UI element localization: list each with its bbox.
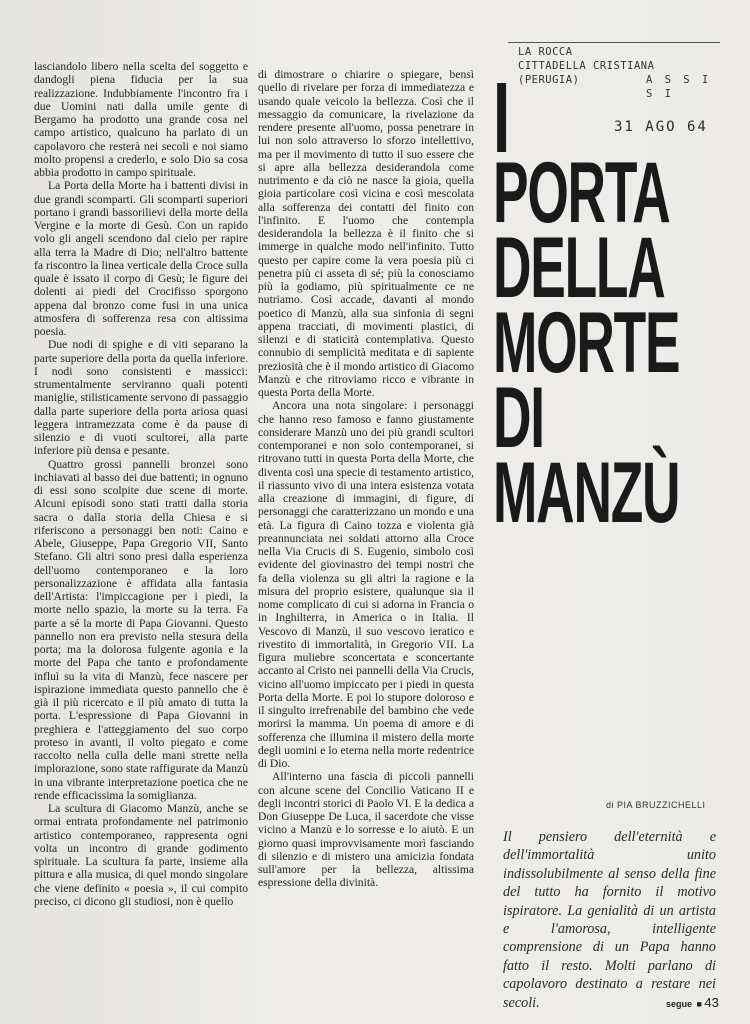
stamp-rule	[508, 42, 720, 43]
paragraph: di dimostrare o chiarire o spiegare, bensì quello di rivelare per forza di immediatezza e usando quale veicolo la bellezza. Così che il messaggio da comunicare, la rivelazione da rendere presente all'uomo, possa penetrare in lui non solo attraverso lo sforzo intellettivo, ma per il movimento di tutto il suo essere che si apre alla bellezza desiderandola come nutrimento e da ciò ne nasce la gioia, quella gioia particolare così vicina e così mescolata alla sofferenza dei contatti del finito con l'infinito. E l'uomo che contempla desiderandola la bellezza è il finito che si immerge in qualche modo nell'infinito. Tutto questo per capire come la vera poesia più ci penetra più ci asseta di sé; più la conosciamo più la godiamo, più spiritualmente ce ne nutriamo. Così accade, davanti al mondo poetico di Manzù, alla sua sinfonia di segni appena tracciati, di movimenti plastici, di silenzi e di staticità contemplativa. Questo connubio di semplicità meditata e di sapiente preziosità che è il mondo artistico di Giacomo Manzù e che ritroviamo ricco e vibrante in questa Porta della Morte.	[258, 68, 474, 399]
stamp-city: A S S I S I	[646, 74, 712, 100]
paragraph: La Porta della Morte ha i battenti divisi in due grandi scomparti. Gli scomparti superiori portano i grandi bassorilievi della morte della Vergine e la morte di Gesù. Con un rapido volo gli angeli scendono dal cielo per rapire alla terra la Madre di Dio; nell'altro battente fa riscontro la linea verticale della Croce sulla quale è issato il corpo di Gesù; le figure dei dolenti ai piedi del Crocifisso sporgono appena dal bronzo come fusi in una unica atmosfera di sofferenza resa con altissima poesia.	[34, 179, 248, 338]
folio-page-number: 43	[704, 995, 719, 1010]
headline-line-2: PORTA	[493, 145, 670, 241]
paragraph: La scultura di Giacomo Manzù, anche se ormai entrata profondamente nel patrimonio artistico contemporaneo, rappresenta ogni volta un incontro di grande godimento spirituale. La scultura fa parte, insieme alla pittura e alla musica, di quel mondo singolare che viene definito « poesia », il cui compito preciso, ci dicono gli studiosi, non è quello	[34, 802, 248, 908]
paragraph: All'interno una fascia di piccoli pannelli con alcune scene del Concilio Vaticano II e degli incontri storici di Paolo VI. E la dedica a Don Giuseppe De Luca, il sacerdote che visse vicino a Manzù e lo sorresse e lo aiutò. E un giorno quasi improvvisamente morì fasciando di silenzio e di mistero una amicizia fondata sull'amore per la bellezza, altissima espressione della divinità.	[258, 770, 474, 890]
archive-stamp	[518, 45, 718, 135]
headline-line-4: MORTE	[493, 295, 680, 391]
stamp-line-3: (PERUGIA)	[518, 74, 580, 86]
intro-standfirst: Il pensiero dell'eternità e dell'immortalità unito indissolubilmente al senso della fine del tutto ha fornito il motivo ispiratore. La genialità di un artista e l'amorosa, intelligente comprensione di un Papa hanno fatto il resto. Molti parlano di capolavoro destinato a restare nei secoli.	[503, 829, 716, 1011]
page-folio	[666, 994, 719, 1012]
article-column-left	[34, 60, 248, 908]
folio-separator: ■	[696, 999, 705, 1009]
headline-line-5: DI	[493, 370, 544, 466]
paragraph: Quattro grossi pannelli bronzei sono inchiavati al basso dei due battenti; in ognuno di essi sono scolpite due scene di morte. Alcuni episodi sono stati tratti dalla storia sacra o dalla storia della Chiesa e si riferiscono a personaggi ben noti: Caino e Abele, Giuseppe, Papa Gregorio VII, Santo Stefano. Gli altri sono presi dalla esperienza dell'uomo contemporaneo e la loro personalizzazione è affidata alla fantasia dell'Artista: l'impiccagione per i piedi, la morte nello spazio, la morte su la terra. Fa parte a sé la morte di Papa Giovanni. Questo pannello non era previsto nella stesura della porta; ma la dolorosa fulgente agonia e la morte del Papa che tanto e profondamente influì su la vita di Manzù, fece nascere per ispirazione immediata questo pannello che è già il più ricercato e il più amato di tutta la porta. L'espressione di Papa Giovanni in preghiera e l'atteggiamento del suo corpo proteso in avanti, il volto piegato e come raccolto nella culla delle mani strette nella implorazione, sono state raffigurate da Manzù in una vibrante interpretazione poetica che ne rende efficacissima la somiglianza.	[34, 457, 248, 802]
byline: di PIA BRUZZICHELLI	[606, 800, 706, 810]
stamp-line-2: CITTADELLA CRISTIANA	[518, 60, 655, 72]
paragraph: Due nodi di spighe e di viti separano la parte superiore della porta da quella inferiore. I nodi sono consistenti e massicci: strumentalmente serviranno quali potenti maniglie, stilisticamente servono di passaggio dalla parte superiore della porta ariosa quasi leggera intramezzata come è da pause di silenzio e di vuoti scultorei, alla parte inferiore più densa e pesante.	[34, 338, 248, 458]
stamp-date: 31 AGO 64	[614, 119, 708, 135]
stamp-line-1: LA ROCCA	[518, 46, 573, 58]
folio-magazine: segue	[666, 999, 693, 1009]
headline-line-1: I	[493, 62, 509, 174]
headline-line-3: DELLA	[493, 220, 665, 316]
paragraph: Ancora una nota singolare: i personaggi che hanno reso famoso e fanno giustamente considerare Manzù uno dei più grandi scultori contemporanei e non solo contemporanei, si ritrovano tutti in questa Porta della Morte, che diventa così una specie di testamento artistico, il riassunto vivo di una intera esistenza votata alla creazione di immagini, di figure, di personaggi che caratterizzano un mondo e una età. La figura di Caino tozza e violenta già preannunciata nei soldati attorno alla Croce nella Via Crucis di S. Eugenio, simbolo così evidente del giovinastro dei tempi nostri che fa della violenza su gli altri la ragione e la misura del proprio esistere, qualunque sia il nome complicato di cui si adorna in Francia o in Inghilterra, in America o in Italia. Il Vescovo di Manzù, il suo vescovo ieratico e rivestito di immortalità, in Gregorio VII. La figura muliebre sconcertata e sconcertante accanto al Cristo nei pannelli della Via Crucis, vicino all'uomo impiccato per i piedi in questa Porta della Morte. E poi lo stupore doloroso e il singulto irrefrenabile del bambino che vede morirsi la mamma. Un poema di amore e di sofferenza che illumina il mistero della morte degli uomini e lo eterna nella morte redentrice di Dio.	[258, 399, 474, 770]
paragraph: lasciandolo libero nella scelta del soggetto e dandogli piena fiducia per la sua realizzazione. Indubbiamente l'incontro fra i due Uomini nati dalla umile gente di Bergamo ha prodotto una grande cosa nel campo artistico, qualcuno ha parlato di un capolavoro che resterà nei secoli e noi siamo molto propensi a crederlo, e solo Dio sa cosa abbia prodotto in campo spirituale.	[34, 60, 248, 179]
article-column-middle	[258, 68, 474, 890]
headline-line-6: MANZÙ	[493, 445, 680, 541]
